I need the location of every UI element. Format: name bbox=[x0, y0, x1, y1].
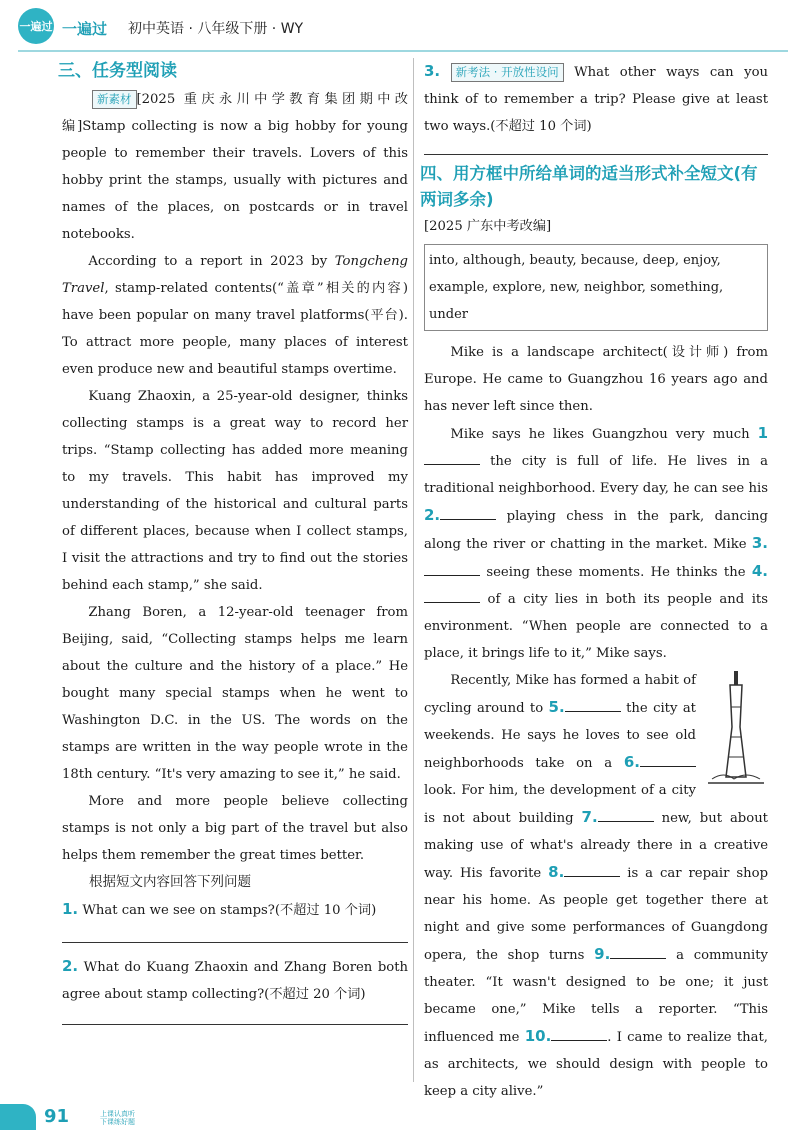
p2-text-a: According to a report in 2023 by bbox=[88, 254, 335, 269]
cloze-blank[interactable] bbox=[598, 807, 654, 822]
passage-p5: More and more people believe collecting stamps is not only a big part of the travel but also helps them remember the great times better. bbox=[62, 794, 408, 863]
cloze-source: [2025 广东中考改编] bbox=[424, 219, 552, 234]
task-instruction: 根据短文内容回答下列问题 bbox=[89, 874, 251, 890]
q3-number: 3. bbox=[424, 62, 441, 80]
cloze-blank[interactable] bbox=[564, 862, 620, 877]
cloze-text: look. For him, the development of a city is not about building bbox=[424, 783, 696, 826]
right-column bbox=[420, 58, 769, 1105]
footer-slogan-line-2: 下课练好题 bbox=[100, 1118, 135, 1126]
q3-answer-line[interactable] bbox=[424, 154, 768, 155]
source-citation: [2025 重庆永川中学教育集团期中改编] bbox=[62, 92, 408, 134]
q3-text: What other ways can you think of to remember a trip? Please give at least two ways.(不超过 10 个词) bbox=[424, 65, 769, 134]
question-3 bbox=[424, 58, 768, 140]
q2-number: 2. bbox=[62, 957, 79, 975]
cloze-blank[interactable] bbox=[424, 450, 480, 465]
blank-number: 7. bbox=[581, 808, 598, 826]
blank-number: 5. bbox=[548, 698, 565, 716]
cloze-text: playing chess in the park, dancing along the river or chatting in the market. Mike bbox=[424, 509, 768, 552]
blank-number: 10. bbox=[524, 1027, 552, 1045]
cloze-text: is a car repair shop near his home. As people get together there at night and give some performances of Guangdong opera, the shop turns bbox=[424, 866, 769, 963]
cloze-text: seeing these moments. He thinks the bbox=[480, 565, 752, 580]
q1-answer-line[interactable] bbox=[62, 942, 408, 943]
footer-decoration bbox=[0, 1104, 36, 1130]
p2-italic: Tongcheng Travel bbox=[62, 254, 408, 296]
cloze-para-1: Mike is a landscape architect(设计师) from Europe. He came to Guangzhou 16 years ago and has never left since then. bbox=[424, 345, 768, 414]
cloze-text: a community theater. “It wasn't designed to be one; it just became one,” Mike tells a reporter. “This influenced me bbox=[424, 948, 768, 1045]
cloze-text: the city is full of life. He lives in a traditional neighborhood. Every day, he can see his bbox=[424, 454, 768, 496]
blank-number: 6. bbox=[623, 753, 640, 771]
p2-text-b: , stamp-related contents(“盖章”相关的内容) have been popular on many travel platforms(平台). To attract more people, many places of interest even produce new and beautiful stamps overtime. bbox=[62, 281, 408, 377]
passage-p4: Zhang Boren, a 12-year-old teenager from Beijing, said, “Collecting stamps helps me learn about the culture and the history of a place.” He bought many special stamps when he went to Washington D.C. in the US. The words on the stamps are written in the way people wrote in the 18th century. “It's very amazing to see it,” he said. bbox=[62, 605, 408, 782]
cloze-blank[interactable] bbox=[640, 752, 696, 767]
passage-p1: Stamp collecting is now a big hobby for young people to remember their travels. Lovers of this hobby print the stamps, usually with pictures and names of the places, on postcards or in travel notebooks. bbox=[62, 119, 408, 242]
q1-number: 1. bbox=[62, 900, 79, 918]
column-divider bbox=[413, 58, 414, 1082]
cloze-blank[interactable] bbox=[424, 561, 480, 576]
blank-number: 3. bbox=[751, 534, 768, 552]
cloze-text: of a city lies in both its people and its environment. “When people are connected to a place, it brings life to it,” Mike says. bbox=[424, 592, 768, 661]
section-title-cloze: 四、用方框中所给单词的适当形式补全短文(有两词多余) bbox=[420, 164, 758, 209]
footer-slogan bbox=[100, 1110, 135, 1126]
blank-number: 4. bbox=[751, 562, 768, 580]
passage-p3: Kuang Zhaoxin, a 25-year-old designer, thinks collecting stamps is a great way to record her trips. “Stamp collecting has added more meaning to my travels. This habit has improved my understanding of the historical and cultural parts of different places, because when I collect stamps, I visit the attractions and try to find out the stories behind each stamp,” she said. bbox=[62, 389, 408, 593]
cloze-blank[interactable] bbox=[440, 505, 496, 520]
new-material-tag: 新素材 bbox=[92, 90, 137, 109]
page-number: 91 bbox=[44, 1106, 70, 1127]
cloze-text: . I came to realize that, as architects, we should design with people to keep a city alive.” bbox=[424, 1030, 768, 1099]
blank-number: 1 bbox=[757, 424, 768, 442]
series-logo bbox=[18, 8, 54, 44]
cloze-blank[interactable] bbox=[551, 1026, 607, 1041]
footer-slogan-line-1: 上课认真听 bbox=[100, 1110, 135, 1118]
left-column bbox=[58, 58, 408, 1035]
q1-text: What can we see on stamps?(不超过 10 个词) bbox=[82, 903, 377, 918]
header-rule bbox=[18, 50, 788, 52]
series-name: 一遍过 bbox=[62, 20, 108, 38]
blank-number: 9. bbox=[594, 945, 611, 963]
blank-number: 2. bbox=[424, 506, 441, 524]
cloze-blank[interactable] bbox=[610, 944, 666, 959]
question-1 bbox=[62, 896, 408, 924]
book-subtitle: 初中英语 · 八年级下册 · WY bbox=[128, 21, 304, 37]
word-box: into, although, beauty, because, deep, enjoy, example, explore, new, neighbor, something, under bbox=[424, 244, 768, 331]
logo-text: 一遍过 bbox=[19, 20, 53, 33]
page-header bbox=[0, 0, 800, 58]
passage-p2 bbox=[62, 248, 408, 383]
cloze-text: the city at weekends. He says he loves to see old neighborhoods take on a bbox=[424, 701, 696, 771]
cloze-blank[interactable] bbox=[565, 697, 621, 712]
cloze-text: Mike says he likes Guangzhou very much bbox=[450, 427, 758, 442]
cloze-blank[interactable] bbox=[424, 588, 480, 603]
cloze-text: Recently, Mike has formed a habit of cycling around to bbox=[424, 673, 696, 716]
open-question-tag: 新考法 · 开放性设问 bbox=[451, 63, 564, 82]
q2-text: What do Kuang Zhaoxin and Zhang Boren both agree about stamp collecting?(不超过 20 个词) bbox=[62, 960, 408, 1002]
canton-tower-illustration bbox=[704, 667, 768, 791]
q2-answer-line[interactable] bbox=[62, 1024, 408, 1025]
cloze-text: new, but about making use of what's already there in a creative way. His favorite bbox=[424, 811, 768, 881]
passage-source bbox=[62, 86, 408, 248]
blank-number: 8. bbox=[548, 863, 565, 881]
cloze-para-2 bbox=[424, 420, 768, 667]
question-2 bbox=[62, 953, 408, 1008]
section-title-reading: 三、任务型阅读 bbox=[58, 61, 177, 81]
